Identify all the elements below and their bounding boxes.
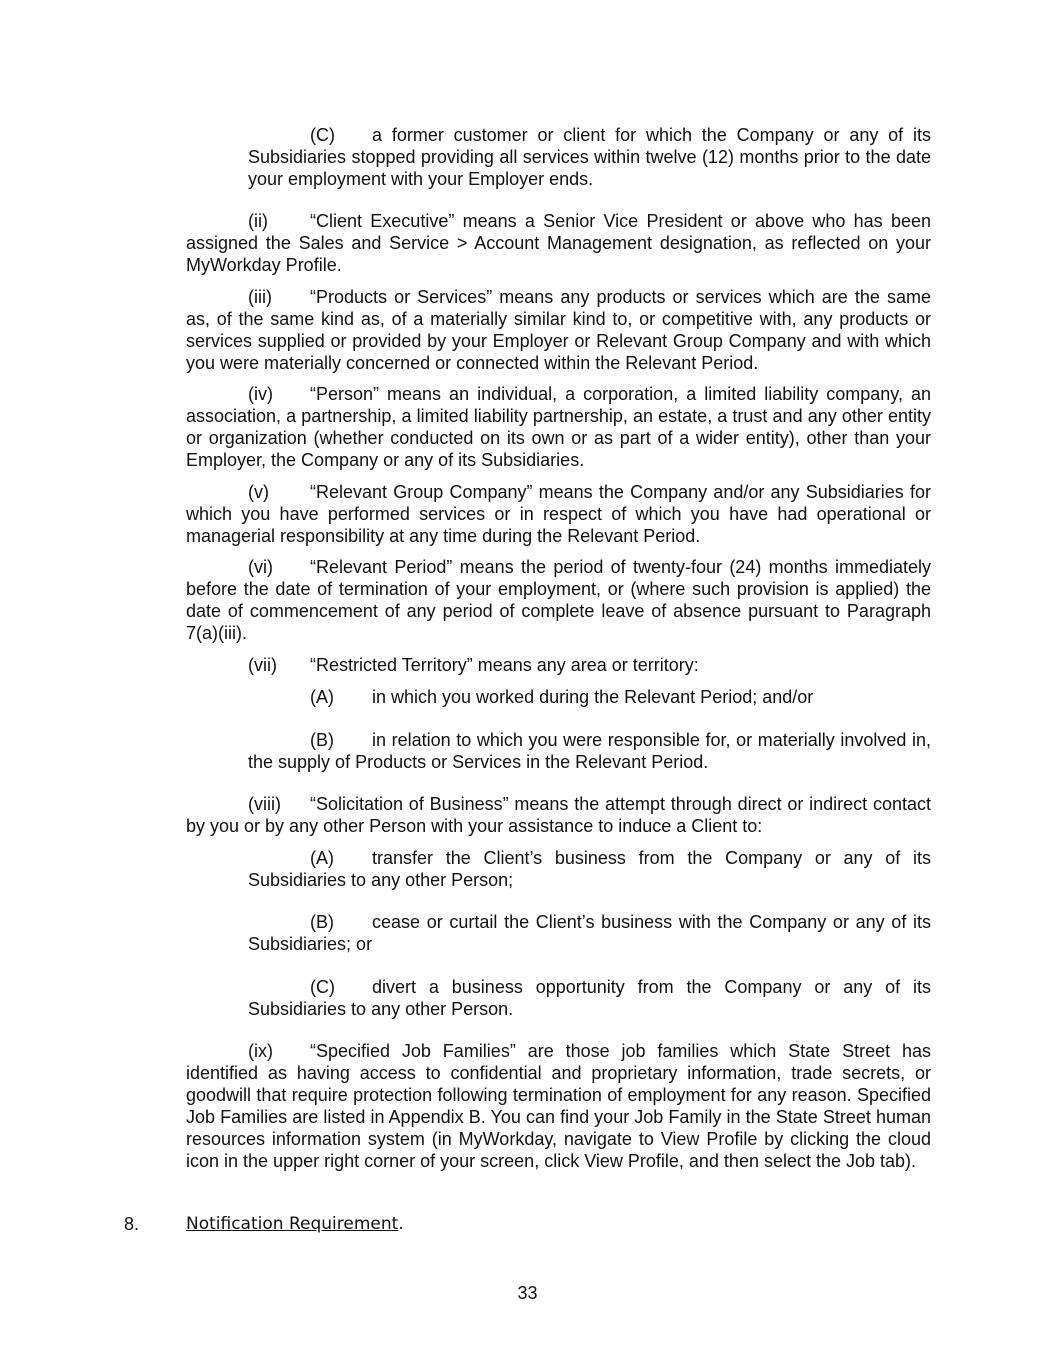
clause-text: a former customer or client for which the Company or any of its Subsidiaries stopped providing all services within twelve (12) months prior to the date your employment with your Employer ends. — [248, 125, 931, 189]
definition-text: “Specified Job Families” are those job families which State Street has identified as having access to confidential and proprietary information, trade secrets, or goodwill that require protection following termination of employment for any reason. Specified Job Families are listed in Appendix B. You can find your Job Family in the State Street human resources information system (in MyWorkday, navigate to View Profile by clicking the cloud icon in the upper right corner of your screen, click View Profile, and then select the Job tab). — [186, 1041, 931, 1171]
clause-label: (B) — [310, 730, 334, 750]
clause-viii-a — [248, 847, 931, 891]
definition-solicitation-of-business — [186, 793, 931, 837]
clause-viii-b — [248, 911, 931, 955]
definition-label: (v) — [248, 482, 269, 502]
definition-label: (vii) — [248, 655, 277, 675]
clause-vii-b — [248, 729, 931, 773]
definition-specified-job-families — [186, 1040, 931, 1172]
section-title: Notification Requirement — [186, 1214, 399, 1234]
definition-text: “Client Executive” means a Senior Vice President or above who has been assigned the Sales and Service > Account Management designation, as reflected on your MyWorkday Profile. — [186, 211, 931, 275]
definition-relevant-period — [186, 556, 931, 644]
clause-vii-a — [248, 686, 931, 708]
clause-label: (A) — [310, 848, 334, 868]
definition-label: (iii) — [248, 287, 272, 307]
definition-text: “Solicitation of Business” means the attempt through direct or indirect contact by you or by any other Person with your assistance to induce a Client to: — [186, 794, 931, 836]
clause-c-former-customer — [248, 124, 931, 190]
page-number: 33 — [517, 1283, 538, 1303]
clause-label: (C) — [310, 125, 335, 145]
clause-text: cease or curtail the Client’s business with the Company or any of its Subsidiaries; or — [248, 912, 931, 954]
clause-label: (A) — [310, 687, 334, 707]
definition-text: “Products or Services” means any products or services which are the same as, of the same kind as, of a materially similar kind to, or competitive with, any products or services supplied or provided by your Employer or Relevant Group Company and with which you were materially concerned or connected within the Relevant Period. — [186, 287, 931, 373]
definition-relevant-group-company — [186, 481, 931, 547]
definition-label: (ii) — [248, 211, 268, 231]
clause-text: divert a business opportunity from the Company or any of its Subsidiaries to any other Person. — [248, 977, 931, 1019]
clause-text: in relation to which you were responsible for, or materially involved in, the supply of Products or Services in the Relevant Period. — [248, 730, 931, 772]
definition-products-or-services — [186, 286, 931, 374]
clause-viii-c — [248, 976, 931, 1020]
definition-label: (ix) — [248, 1041, 273, 1061]
definition-person — [186, 383, 931, 471]
section-heading — [186, 1213, 404, 1235]
definition-label: (viii) — [248, 794, 281, 814]
clause-text: in which you worked during the Relevant Period; and/or — [372, 687, 814, 707]
clause-label: (B) — [310, 912, 334, 932]
definition-restricted-territory — [186, 654, 931, 676]
clause-label: (C) — [310, 977, 335, 997]
definition-text: “Relevant Period” means the period of twenty-four (24) months immediately before the date of termination of your employment, or (where such provision is applied) the date of commencement of any period of complete leave of absence pursuant to Paragraph 7(a)(iii). — [186, 557, 931, 643]
clause-text: transfer the Client’s business from the Company or any of its Subsidiaries to any other Person; — [248, 848, 931, 890]
definition-label: (iv) — [248, 384, 273, 404]
section-number: 8. — [124, 1214, 140, 1234]
section-title-punctuation: . — [398, 1214, 404, 1234]
definition-text: “Restricted Territory” means any area or territory: — [310, 655, 699, 675]
definition-text: “Relevant Group Company” means the Company and/or any Subsidiaries for which you have performed services or in respect of which you have had operational or managerial responsibility at any time during the Relevant Period. — [186, 482, 931, 546]
definition-client-executive — [186, 210, 931, 276]
definition-label: (vi) — [248, 557, 273, 577]
definition-text: “Person” means an individual, a corporation, a limited liability company, an association, a partnership, a limited liability partnership, an estate, a trust and any other entity or organization (whether conducted on its own or as part of a wider entity), other than your Employer, the Company or any of its Subsidiaries. — [186, 384, 931, 470]
